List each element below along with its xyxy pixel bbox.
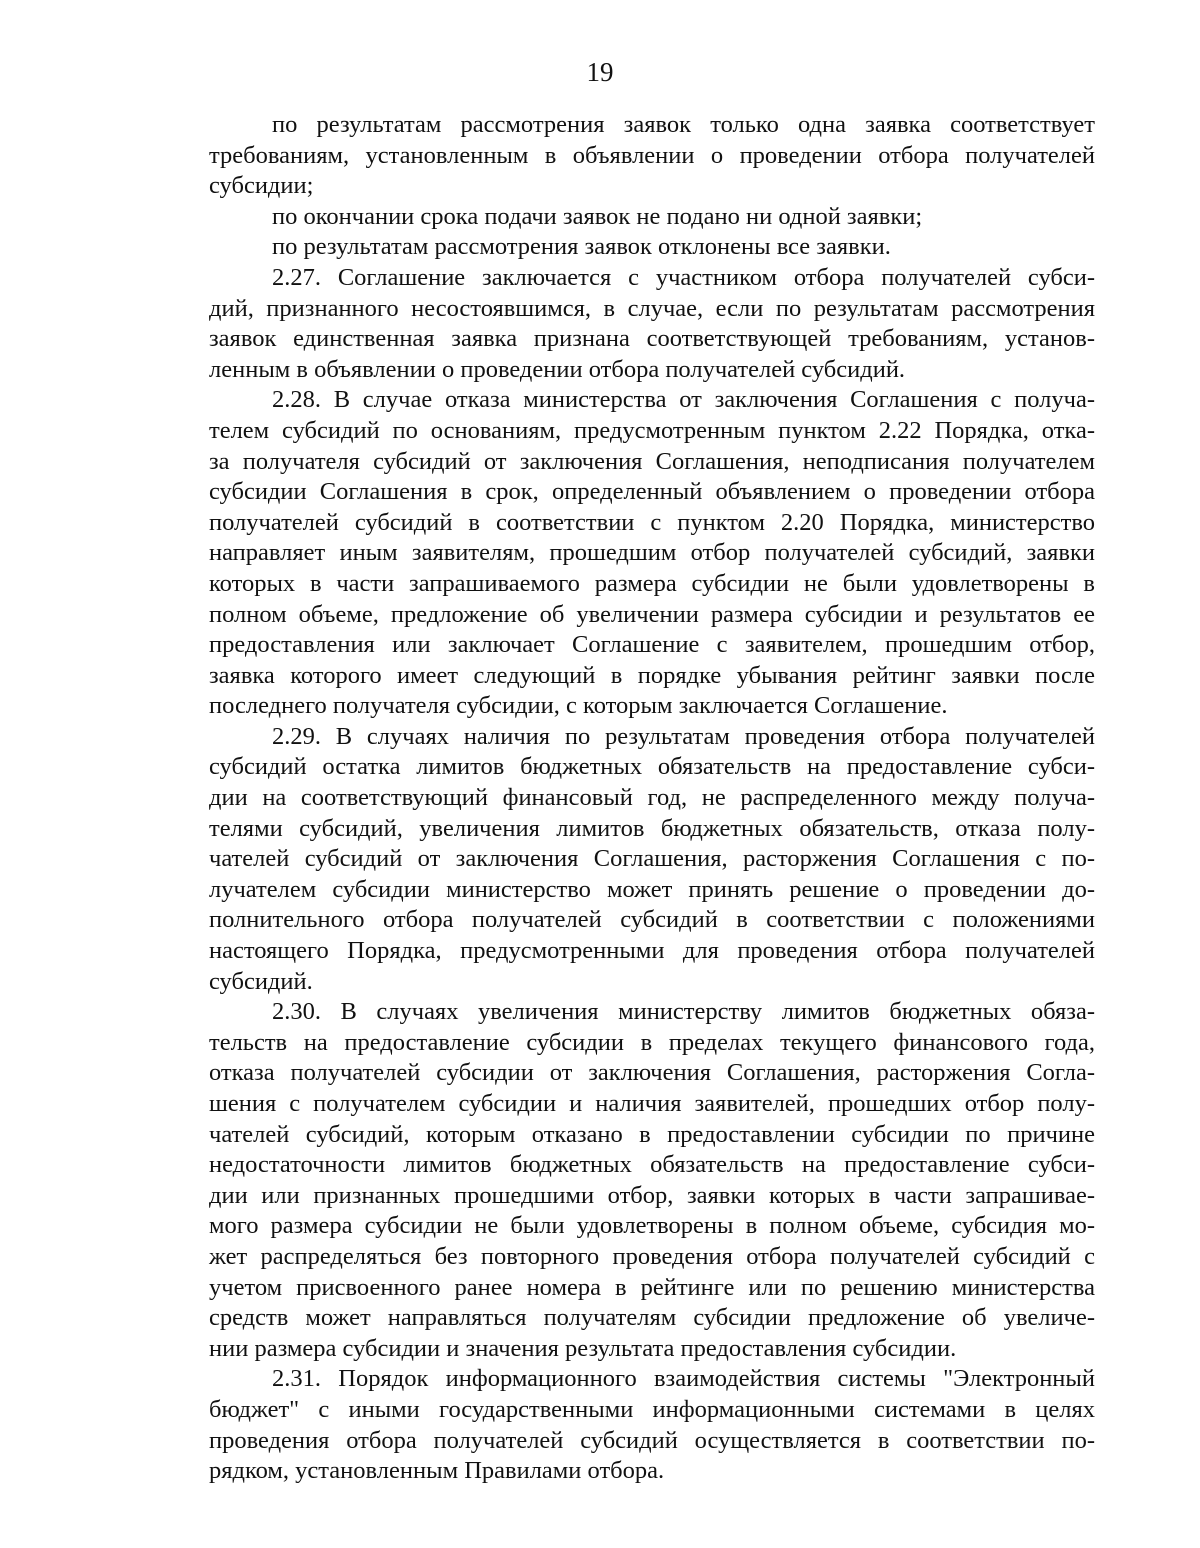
paragraph-line: отказа получателей субсидии от заключения Соглашения, расторжения Согла- [209, 1059, 1095, 1087]
paragraph-line: ленным в объявлении о проведении отбора получателей субсидий. [209, 355, 906, 383]
paragraph-line: по результатам рассмотрения заявок только одна заявка соответствует [272, 111, 1095, 138]
paragraph-line: субсидий. [209, 967, 313, 995]
paragraph-line: заявка которого имеет следующий в порядке убывания рейтинг заявки после [209, 661, 1095, 689]
paragraph [209, 202, 1095, 233]
paragraph-line: полном объеме, предложение об увеличении размера субсидии и результатов ее [209, 600, 1095, 628]
paragraph [209, 110, 1095, 202]
paragraph-line: дии или признанных прошедшими отбор, заявки которых в части запрашивае- [209, 1181, 1095, 1209]
paragraph-line: нии размера субсидии и значения результата предоставления субсидии. [209, 1334, 957, 1362]
paragraph-line: жет распределяться без повторного проведения отбора получателей субсидий с [209, 1242, 1095, 1270]
paragraph-line: проведения отбора получателей субсидий осуществляется в соответствии по- [209, 1426, 1095, 1454]
paragraph-line: учетом присвоенного ранее номера в рейтинге или по решению министерства [209, 1273, 1095, 1301]
paragraph-line: телями субсидий, увеличения лимитов бюджетных обязательств, отказа полу- [209, 814, 1095, 842]
paragraph-line: бюджет" с иными государственными информационными системами в целях [209, 1395, 1095, 1423]
paragraph-line: лучателем субсидии министерство может принять решение о проведении до- [209, 875, 1095, 903]
paragraph-line: субсидии Соглашения в срок, определенный объявлением о проведении отбора [209, 478, 1095, 506]
paragraph-line: шения с получателем субсидии и наличия заявителей, прошедших отбор полу- [209, 1090, 1095, 1117]
paragraph-line: настоящего Порядка, предусмотренными для проведения отбора получателей [209, 937, 1095, 965]
paragraph-line: направляет иным заявителям, прошедшим отбор получателей субсидий, заявки [209, 539, 1095, 567]
paragraph-line: мого размера субсидии не были удовлетворены в полном объеме, субсидия мо- [209, 1212, 1095, 1240]
paragraph-line: чателей субсидий от заключения Соглашения, расторжения Соглашения с по- [209, 845, 1095, 873]
paragraph [209, 232, 1095, 263]
paragraph-line: требованиям, установленным в объявлении о проведении отбора получателей [209, 141, 1095, 169]
paragraph-line: 2.28. В случае отказа министерства от заключения Соглашения с получа- [272, 386, 1095, 414]
paragraph-line: дий, признанного несостоявшимся, в случае, если по результатам рассмотрения [209, 294, 1095, 322]
paragraph-line: тельств на предоставление субсидии в пределах текущего финансового года, [209, 1028, 1095, 1056]
paragraph-line: за получателя субсидий от заключения Соглашения, неподписания получателем [209, 447, 1095, 475]
paragraph-line: 2.29. В случаях наличия по результатам проведения отбора получателей [272, 722, 1095, 750]
paragraph-line: недостаточности лимитов бюджетных обязательств на предоставление субси- [209, 1151, 1095, 1179]
paragraph-line: 2.27. Соглашение заключается с участником отбора получателей субси- [272, 263, 1095, 291]
paragraph-line: 2.30. В случаях увеличения министерству лимитов бюджетных обяза- [272, 998, 1095, 1026]
paragraph-line: чателей субсидий, которым отказано в предоставлении субсидии по причине [209, 1120, 1095, 1148]
paragraph-line: последнего получателя субсидии, с которым заключается Соглашение. [209, 692, 948, 720]
paragraph-line: по окончании срока подачи заявок не подано ни одной заявки; [272, 202, 923, 230]
document-body [209, 110, 1095, 1487]
paragraph [209, 385, 1095, 722]
paragraph-line: субсидий остатка лимитов бюджетных обязательств на предоставление субси- [209, 753, 1095, 781]
paragraph-line: заявок единственная заявка признана соответствующей требованиям, установ- [209, 325, 1095, 353]
paragraph-line: средств может направляться получателям субсидии предложение об увеличе- [209, 1304, 1095, 1332]
paragraph [209, 997, 1095, 1364]
paragraph [209, 263, 1095, 385]
paragraph [209, 722, 1095, 997]
paragraph-line: полнительного отбора получателей субсидий в соответствии с положениями [209, 906, 1095, 934]
paragraph-line: которых в части запрашиваемого размера субсидии не были удовлетворены в [209, 569, 1095, 597]
paragraph-line: дии на соответствующий финансовый год, не распределенного между получа- [209, 784, 1095, 812]
page-number: 19 [586, 57, 614, 87]
paragraph-line: телем субсидий по основаниям, предусмотренным пунктом 2.22 Порядка, отка- [209, 416, 1095, 444]
paragraph-line: по результатам рассмотрения заявок отклонены все заявки. [272, 233, 891, 261]
paragraph [209, 1364, 1095, 1486]
paragraph-line: 2.31. Порядок информационного взаимодействия системы "Электронный [272, 1365, 1095, 1393]
paragraph-line: субсидии; [209, 172, 314, 200]
paragraph-line: рядком, установленным Правилами отбора. [209, 1457, 665, 1485]
paragraph-line: предоставления или заключает Соглашение с заявителем, прошедшим отбор, [209, 631, 1095, 659]
paragraph-line: получателей субсидий в соответствии с пунктом 2.20 Порядка, министерство [209, 508, 1095, 536]
